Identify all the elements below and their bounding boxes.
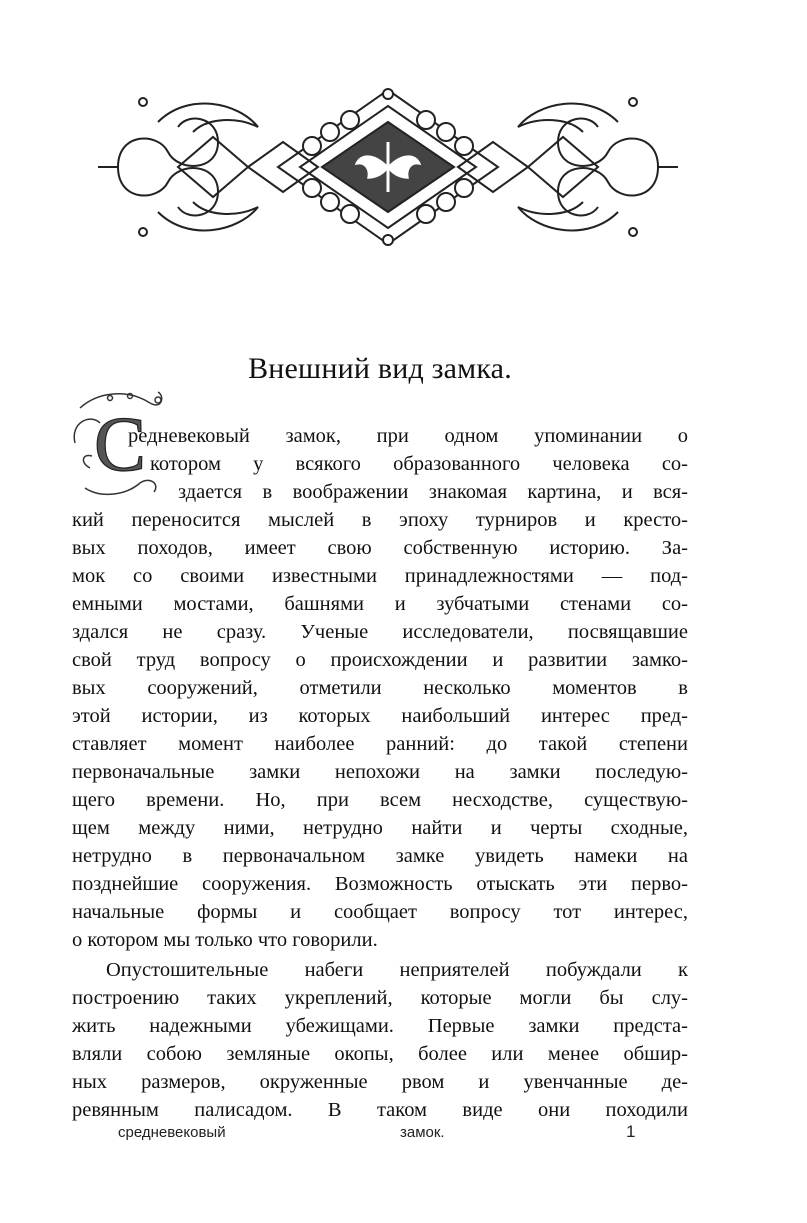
- printer-signature: [0, 1124, 807, 1148]
- text-line: свой труд вопросу о происхождении и развитии замко-: [72, 649, 688, 671]
- text-line: вых сооружений, отметили несколько моментов в: [72, 677, 688, 699]
- headpiece-ornament: [98, 82, 678, 252]
- signature-mid: замок.: [400, 1124, 445, 1141]
- text-line: построению таких укреплений, которые могли бы слу-: [72, 987, 688, 1009]
- text-line: здался не сразу. Ученые исследователи, посвящавшие: [72, 621, 688, 643]
- text-line: этой истории, из которых наибольший интерес пред-: [72, 705, 688, 727]
- text-line: Опустошительные набеги неприятелей побуждали к: [106, 959, 688, 981]
- text-line: позднейшие сооружения. Возможность отыскать эти перво-: [72, 873, 688, 895]
- text-line: нетрудно в первоначальном замке увидеть намеки на: [72, 845, 688, 867]
- chapter-title: Внешний вид замка.: [248, 352, 512, 385]
- text-line: щем между ними, нетрудно найти и черты сходные,: [72, 817, 688, 839]
- text-line: первоначальные замки непохожи на замки последую-: [72, 761, 688, 783]
- text-line: вляли собою земляные окопы, более или менее обшир-: [72, 1043, 688, 1065]
- text-line: ных размеров, окруженные рвом и увенчанные де-: [72, 1071, 688, 1093]
- text-line: котором у всякого образованного человека со-: [150, 453, 688, 475]
- text-line: щего времени. Но, при всем несходстве, существую-: [72, 789, 688, 811]
- text-line: редневековый замок, при одном упоминании о: [128, 425, 688, 447]
- signature-left: средневековый: [118, 1124, 226, 1141]
- text-line: жить надежными убежищами. Первые замки предста-: [72, 1015, 688, 1037]
- text-line: ревянным палисадом. В таком виде они походили: [72, 1099, 688, 1121]
- signature-number: 1: [626, 1122, 636, 1141]
- text-line: начальные формы и сообщает вопросу тот интерес,: [72, 901, 688, 923]
- text-line: мок со своими известными принадлежностями — под-: [72, 565, 688, 587]
- text-line: кий переносится мыслей в эпоху турниров и кресто-: [72, 509, 688, 531]
- text-line: емными мостами, башнями и зубчатыми стенами со-: [72, 593, 688, 615]
- text-line: ставляет момент наиболее ранний: до такой степени: [72, 733, 688, 755]
- text-line: вых походов, имеет свою собственную историю. За-: [72, 537, 688, 559]
- drop-cap-letter: С: [93, 400, 147, 487]
- text-line: здается в воображении знакомая картина, и вся-: [178, 481, 688, 503]
- text-line: о котором мы только что говорили.: [72, 929, 378, 951]
